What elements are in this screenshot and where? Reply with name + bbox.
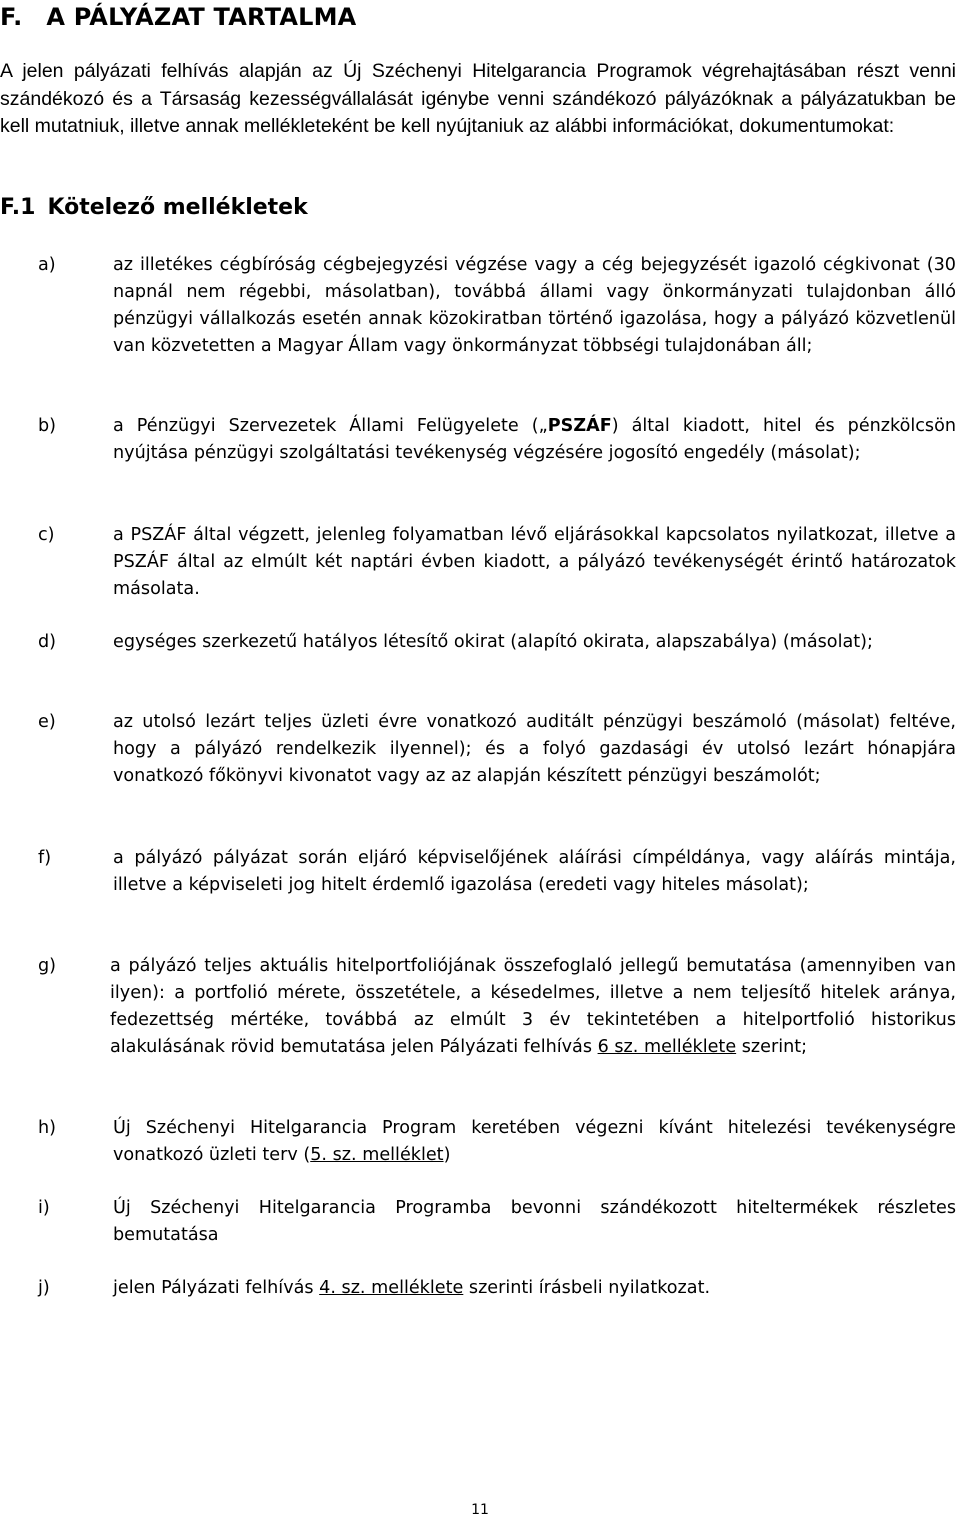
- section-title: A PÁLYÁZAT TARTALMA: [46, 3, 357, 31]
- section-code: F.: [0, 3, 23, 31]
- annex-5-link[interactable]: 5. sz. melléklet: [310, 1145, 444, 1165]
- item-letter: g): [38, 956, 57, 976]
- subsection-heading: [0, 193, 308, 223]
- item-letter: b): [38, 416, 57, 436]
- annex-4-link[interactable]: 4. sz. melléklete: [319, 1278, 464, 1298]
- item-letter: h): [38, 1118, 57, 1138]
- item-text-part: szerint;: [736, 1037, 808, 1057]
- item-text: a pályázó pályázat során eljáró képviselőjének aláírási címpéldánya, vagy aláírás mintája, illetve a képviseleti jog hitelt érdemlő igazolása (eredeti vagy hiteles másolat);: [113, 848, 956, 895]
- item-letter: c): [38, 525, 55, 545]
- item-text-part: jelen Pályázati felhívás: [113, 1278, 320, 1298]
- item-letter: i): [38, 1198, 50, 1218]
- item-text-part: szerinti írásbeli nyilatkozat.: [463, 1278, 711, 1298]
- item-text: [113, 1115, 956, 1169]
- item-text: Új Széchenyi Hitelgarancia Programba bevonni szándékozott hiteltermékek részletes bemutatása: [113, 1198, 956, 1245]
- item-text-part: Új Széchenyi Hitelgarancia Program keretében végezni kívánt hitelezési tevékenységre vonatkozó üzleti terv (: [113, 1118, 956, 1165]
- quote-mark: „: [538, 416, 548, 436]
- subsection-title: Kötelező mellékletek: [47, 195, 308, 220]
- item-text-part: a Pénzügyi Szervezetek Állami Felügyelete (: [113, 416, 539, 436]
- item-letter: e): [38, 712, 56, 732]
- item-text-part: ): [443, 1145, 451, 1165]
- item-text: [113, 413, 956, 467]
- item-letter: d): [38, 632, 57, 652]
- item-text: egységes szerkezetű hatályos létesítő okirat (alapító okirata, alapszabálya) (másolat);: [113, 632, 873, 652]
- annex-6-link[interactable]: 6 sz. melléklete: [597, 1037, 737, 1057]
- item-text: [113, 1275, 956, 1302]
- item-text: [110, 953, 956, 1061]
- pszaf-abbreviation: PSZÁF: [547, 416, 612, 436]
- subsection-code: F.1: [0, 195, 36, 220]
- item-text: az utolsó lezárt teljes üzleti évre vonatkozó auditált pénzügyi beszámoló (másolat) feltéve, hogy a pályázó rendelkezik ilyennel); és a folyó gazdasági év utolsó lezárt hónapjára vonatkozó főkönyvi kivonatot vagy az az alapján készített pénzügyi beszámolót;: [113, 712, 956, 786]
- item-text: az illetékes cégbíróság cégbejegyzési végzése vagy a cég bejegyzését igazoló cégkivonat (30 napnál nem régebbi, másolatban), továbbá állami vagy önkormányzati tulajdonban álló pénzügyi vállalkozás esetén annak közokiratban történő igazolása, hogy a pályázó közvetlenül van közvetetten a Magyar Állam vagy önkormányzat többségi tulajdonában áll;: [113, 255, 956, 356]
- item-letter: j): [38, 1278, 50, 1298]
- item-letter: f): [38, 848, 52, 868]
- page-number: 11: [471, 1502, 489, 1518]
- item-text-part: ) által kiadott, hitel és pénzkölcsön nyújtása pénzügyi szolgáltatási tevékenység végzésére jogosító engedély (másolat);: [113, 416, 956, 463]
- intro-paragraph: A jelen pályázati felhívás alapján az Új Széchenyi Hitelgarancia Programok végrehajtásában részt venni szándékozó és a Társaság kezességvállalását igénybe venni szándékozó pályázóknak a pályázatukban be kell mutatniuk, illetve annak mellékleteként be kell nyújtaniuk az alábbi információkat, dokumentumokat:: [0, 60, 956, 137]
- item-letter: a): [38, 255, 56, 275]
- item-text-part: a pályázó teljes aktuális hitelportfoliójának összefoglaló jellegű bemutatása (amennyiben van ilyen): a portfolió mérete, összetétele, a késedelmes, illetve a nem teljesítő hitelek aránya, fedezettség mértéke, továbbá az elmúlt 3 év tekintetében a hitelportfolió historikus alakulásának rövid bemutatása jelen Pályázati felhívás: [110, 956, 956, 1057]
- section-heading: [0, 2, 356, 32]
- item-text: a PSZÁF által végzett, jelenleg folyamatban lévő eljárásokkal kapcsolatos nyilatkozat, illetve a PSZÁF által az elmúlt két naptári évben kiadott, a pályázó tevékenységét érintő határozatok másolata.: [113, 525, 956, 599]
